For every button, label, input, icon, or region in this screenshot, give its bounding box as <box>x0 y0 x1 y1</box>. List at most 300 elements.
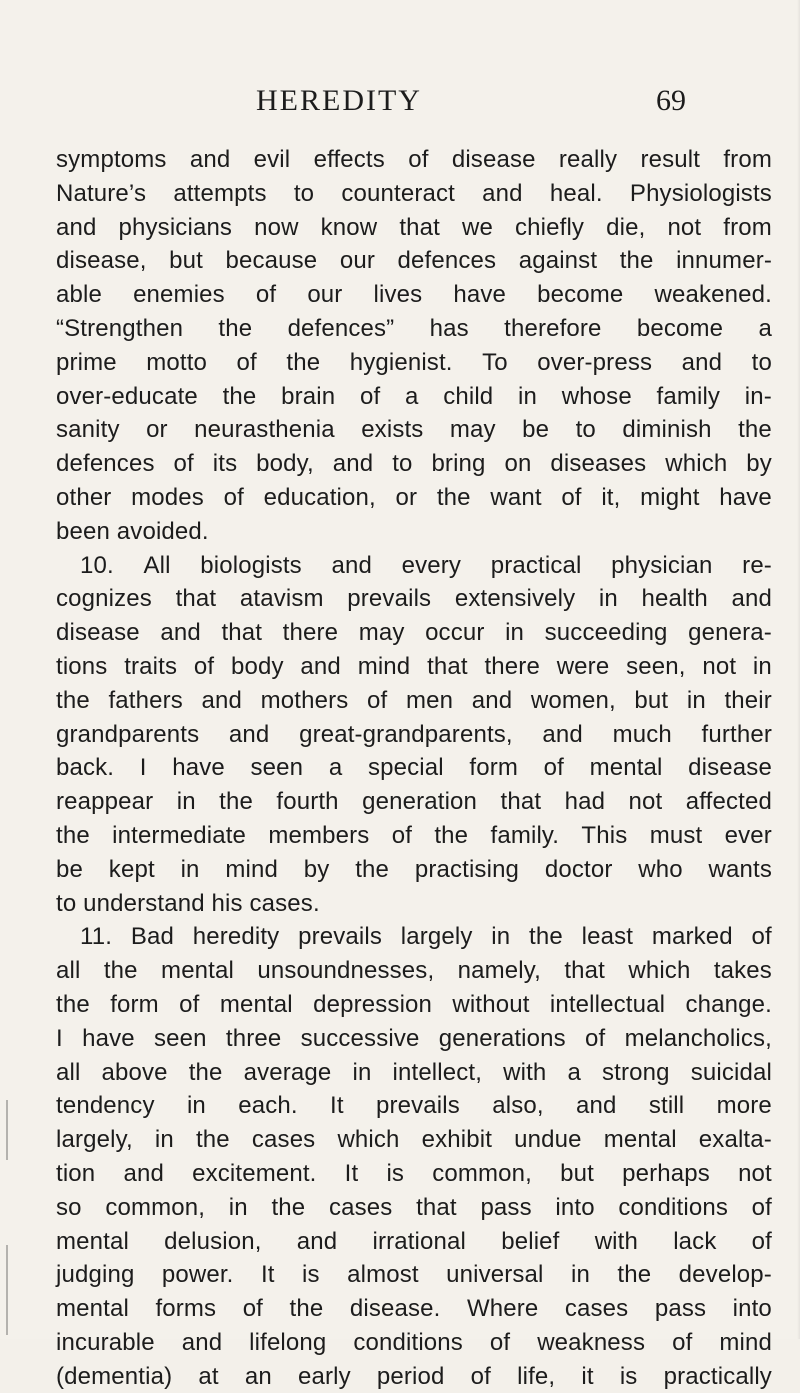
word: the <box>56 990 90 1018</box>
word: defences <box>397 247 497 275</box>
word: develop- <box>678 1261 772 1289</box>
word: is <box>302 1261 320 1289</box>
word: weakened. <box>654 281 772 309</box>
running-head <box>0 80 800 120</box>
word: and <box>123 1159 164 1187</box>
word: there <box>282 619 339 647</box>
word: extensively <box>454 585 576 613</box>
word: with <box>594 1227 638 1255</box>
text-line: been avoided. <box>56 517 209 545</box>
text-line <box>56 1123 772 1157</box>
word: and <box>296 1227 338 1255</box>
word: result <box>640 146 701 173</box>
word: or <box>395 483 418 511</box>
word: exalta- <box>698 1126 772 1154</box>
word: back. <box>56 754 115 782</box>
word: tion <box>56 1159 96 1187</box>
word: health <box>641 585 708 613</box>
word: succeeding <box>544 619 668 647</box>
word: reappear <box>56 788 154 816</box>
word: heal. <box>549 179 603 207</box>
word: become <box>537 281 624 309</box>
word: the <box>617 1261 652 1289</box>
word: almost <box>347 1261 419 1289</box>
word: every <box>401 551 462 579</box>
word: into <box>555 1193 595 1221</box>
word: must <box>649 821 703 849</box>
word: common, <box>105 1193 206 1221</box>
text-line <box>56 1022 772 1056</box>
word: and <box>228 720 270 748</box>
word: of <box>751 1227 772 1255</box>
word: genera- <box>688 619 772 647</box>
word: diminish <box>622 416 712 444</box>
word: 10. <box>80 551 114 579</box>
word: in <box>186 1092 206 1120</box>
word: and <box>201 686 242 714</box>
text-line <box>56 819 772 853</box>
word: by <box>303 855 330 883</box>
word: irrational <box>372 1227 467 1255</box>
word: in <box>180 855 200 883</box>
word: may <box>358 619 405 647</box>
word: form <box>110 990 159 1018</box>
word: in <box>686 686 706 714</box>
word: neurasthenia <box>194 416 335 444</box>
word: affected <box>685 788 772 816</box>
word: cases <box>328 1193 393 1221</box>
word: that <box>416 1193 457 1221</box>
word: also, <box>492 1092 544 1120</box>
word: (dementia) <box>56 1362 173 1390</box>
word: we <box>461 213 493 241</box>
word: or <box>146 416 168 444</box>
word: traits <box>124 652 178 680</box>
word: but <box>560 1159 594 1187</box>
word: It <box>344 1159 359 1187</box>
word: lifelong <box>249 1328 327 1356</box>
word: the <box>436 483 471 511</box>
word: mind <box>719 1328 772 1356</box>
word: judging <box>56 1261 135 1289</box>
word: to <box>293 179 315 207</box>
word: of <box>255 281 277 309</box>
word: and <box>482 179 523 207</box>
word: of <box>751 1193 772 1221</box>
word: become <box>636 314 724 342</box>
text-line <box>56 988 772 1022</box>
word: chiefly <box>515 213 585 241</box>
word: and <box>331 551 372 579</box>
word: I <box>139 754 147 782</box>
margin-scan-mark <box>6 1100 8 1160</box>
word: sanity <box>56 416 120 444</box>
text-line <box>56 380 772 414</box>
text-line <box>56 718 772 752</box>
word: cases <box>251 1126 316 1154</box>
word: lives <box>373 281 423 309</box>
word: special <box>367 754 444 782</box>
word: largely <box>400 923 473 951</box>
word: fourth <box>276 788 339 816</box>
word: in <box>598 585 618 613</box>
word: weakness <box>537 1328 646 1356</box>
word: without <box>452 990 530 1018</box>
page-number: 69 <box>656 84 686 117</box>
word: the <box>619 247 654 275</box>
word: mental <box>219 990 293 1018</box>
word: ever <box>724 821 772 849</box>
text-line <box>56 1089 772 1123</box>
text-line <box>56 650 772 684</box>
word: of <box>751 923 772 951</box>
word: “Strengthen <box>56 314 184 342</box>
word: conditions <box>618 1193 728 1221</box>
word: that <box>564 957 605 985</box>
word: of <box>242 1295 264 1323</box>
word: but <box>634 686 669 714</box>
word: generations <box>438 1024 566 1052</box>
word: of <box>470 1362 491 1390</box>
word: want <box>490 483 542 511</box>
text-line <box>56 549 772 583</box>
text-line <box>56 1056 772 1090</box>
word: physicians <box>118 213 233 241</box>
word: and <box>471 686 513 714</box>
word: not <box>702 652 737 680</box>
word: to <box>392 450 413 478</box>
word: form <box>469 754 518 782</box>
word: that <box>500 788 542 816</box>
word: universal <box>446 1261 544 1289</box>
word: delusion, <box>164 1227 262 1255</box>
word: of <box>367 686 388 714</box>
word: which <box>628 957 691 985</box>
word: against <box>518 247 598 275</box>
word: in <box>352 1058 372 1086</box>
word: enemies <box>133 281 225 309</box>
word: all <box>56 1058 81 1086</box>
word: modes <box>131 483 204 511</box>
word: of <box>543 754 564 782</box>
word: further <box>701 720 772 748</box>
word: in <box>491 923 511 951</box>
text-line <box>56 447 772 481</box>
word: have <box>172 754 225 782</box>
word: early <box>297 1362 351 1390</box>
word: able <box>56 281 102 309</box>
word: prevails <box>347 585 432 613</box>
word: an <box>244 1362 272 1390</box>
word: child <box>443 382 494 410</box>
word: takes <box>713 957 772 985</box>
word: and <box>731 585 772 613</box>
word: pass <box>654 1295 707 1323</box>
word: had <box>564 788 606 816</box>
word: may <box>449 416 496 444</box>
word: seen <box>250 754 304 782</box>
word: suicidal <box>690 1058 772 1086</box>
word: intermediate <box>112 821 247 849</box>
word: at <box>198 1362 219 1390</box>
word: is <box>386 1159 405 1187</box>
word: and <box>542 720 583 748</box>
word: melancholics, <box>624 1024 772 1052</box>
word: practising <box>414 855 520 883</box>
word: whose <box>561 382 632 410</box>
word: practical <box>490 551 582 579</box>
word: of <box>223 483 244 511</box>
word: defences <box>56 450 155 478</box>
word: and <box>576 1092 617 1120</box>
word: the <box>529 923 563 951</box>
word: in <box>518 382 537 410</box>
word: Nature’s <box>56 179 147 207</box>
word: cognizes <box>56 585 152 613</box>
word: excitement. <box>192 1159 317 1187</box>
word: largely, <box>56 1126 133 1154</box>
word: have <box>82 1024 135 1052</box>
text-line: to understand his cases. <box>56 889 320 917</box>
word: mental <box>56 1227 129 1255</box>
word: disease, <box>56 247 147 275</box>
word: This <box>581 821 628 849</box>
word: least <box>581 923 634 951</box>
word: be <box>522 416 550 444</box>
word: change. <box>685 990 772 1018</box>
word: Where <box>466 1295 539 1323</box>
word: in <box>505 619 525 647</box>
word: of <box>585 1024 606 1052</box>
word: re- <box>742 551 772 579</box>
word: which <box>665 450 728 478</box>
word: of <box>561 483 582 511</box>
text-line <box>56 244 772 278</box>
word: the <box>286 348 321 376</box>
word: a <box>404 382 419 410</box>
word: education, <box>263 483 376 511</box>
word: counteract <box>341 179 455 207</box>
word: prevails <box>298 923 382 951</box>
word: perhaps <box>622 1159 710 1187</box>
word: of <box>489 1328 511 1356</box>
word: of <box>672 1328 693 1356</box>
word: the <box>289 1295 324 1323</box>
word: intellectual <box>549 990 666 1018</box>
word: atavism <box>239 585 324 613</box>
word: defences” <box>287 314 395 342</box>
word: three <box>225 1024 282 1052</box>
word: and <box>56 213 97 241</box>
word: brain <box>281 382 336 410</box>
word: not <box>738 1159 772 1187</box>
word: that <box>175 585 217 613</box>
word: life, <box>517 1362 556 1390</box>
word: now <box>254 213 299 241</box>
word: has <box>429 314 469 342</box>
word: Bad <box>130 923 174 951</box>
word: of <box>408 146 429 173</box>
word: tions <box>56 652 108 680</box>
word: over-educate <box>56 382 198 410</box>
word: belief <box>501 1227 560 1255</box>
word: practically <box>663 1362 772 1390</box>
text-line <box>56 143 772 177</box>
word: great-grandparents, <box>299 720 513 748</box>
word: in <box>176 788 196 816</box>
text-line <box>56 1360 772 1393</box>
word: to <box>751 348 772 376</box>
word: members <box>268 821 370 849</box>
word: be <box>56 855 83 883</box>
word: in <box>752 652 772 680</box>
word: of <box>173 450 194 478</box>
word: our <box>307 281 343 309</box>
word: that <box>399 213 440 241</box>
word: mental <box>161 957 234 985</box>
word: power. <box>161 1261 234 1289</box>
margin-scan-mark-lower <box>6 1245 8 1335</box>
word: die, <box>606 213 646 241</box>
word: each. <box>238 1092 298 1120</box>
word: the <box>103 957 138 985</box>
word: heredity <box>192 923 280 951</box>
word: on <box>504 450 532 478</box>
word: I <box>56 1024 63 1052</box>
text-line <box>56 177 772 211</box>
word: seen <box>153 1024 207 1052</box>
word: the <box>188 1058 223 1086</box>
word: the <box>218 314 253 342</box>
word: body, <box>256 450 314 478</box>
word: prevails <box>376 1092 460 1120</box>
word: successive <box>300 1024 420 1052</box>
word: depression <box>313 990 433 1018</box>
word: in <box>154 1126 174 1154</box>
word: mental <box>589 754 663 782</box>
word: there <box>484 652 540 680</box>
word: motto <box>146 348 208 376</box>
word: mind <box>357 652 411 680</box>
word: with <box>503 1058 547 1086</box>
word: disease <box>688 754 772 782</box>
word: pass <box>480 1193 532 1221</box>
word: family. <box>490 821 560 849</box>
word: disease <box>56 619 140 647</box>
word: of <box>193 652 215 680</box>
word: average <box>243 1058 332 1086</box>
text-line <box>56 346 772 380</box>
text-line <box>56 413 772 447</box>
word: their <box>724 686 772 714</box>
word: of <box>179 990 200 1018</box>
word: a <box>328 754 343 782</box>
text-line <box>56 211 772 245</box>
word: in <box>570 1261 590 1289</box>
text-line <box>56 1326 772 1360</box>
word: unsoundnesses, <box>257 957 435 985</box>
word: hygienist. <box>349 348 453 376</box>
word: it <box>581 1362 594 1390</box>
running-head-title: HEREDITY <box>256 84 422 117</box>
word: prime <box>56 348 117 376</box>
word: disease. <box>349 1295 441 1323</box>
word: innumer- <box>676 247 772 275</box>
word: have <box>453 281 507 309</box>
word: family <box>656 382 721 410</box>
word: into <box>732 1295 772 1323</box>
word: so <box>56 1193 82 1221</box>
word: mental <box>603 1126 677 1154</box>
word: evil <box>253 146 291 173</box>
text-line <box>56 785 772 819</box>
word: a <box>567 1058 581 1086</box>
word: body <box>231 652 284 680</box>
word: more <box>716 1092 772 1120</box>
word: and <box>332 450 374 478</box>
word: intellect, <box>392 1058 483 1086</box>
word: bring <box>431 450 486 478</box>
word: who <box>638 855 683 883</box>
word: cases <box>564 1295 629 1323</box>
word: To <box>482 348 508 376</box>
word: the <box>222 382 257 410</box>
word: fathers <box>108 686 183 714</box>
word: the <box>195 1126 230 1154</box>
word: disease <box>451 146 536 173</box>
word: and <box>181 1328 223 1356</box>
word: exhibit <box>421 1126 493 1154</box>
text-line <box>56 582 772 616</box>
word: but <box>169 247 203 275</box>
word: it, <box>601 483 621 511</box>
text-line <box>56 1225 772 1259</box>
word: It <box>260 1261 275 1289</box>
word: effects <box>313 146 385 173</box>
word: in <box>228 1193 248 1221</box>
word: the <box>271 1193 306 1221</box>
word: still <box>648 1092 685 1120</box>
word: Physiologists <box>629 179 772 207</box>
word: tendency <box>56 1092 155 1120</box>
word: occur <box>425 619 485 647</box>
word: mothers <box>260 686 349 714</box>
word: in- <box>744 382 772 410</box>
word: know <box>320 213 378 241</box>
word: and <box>189 146 231 173</box>
word: common, <box>432 1159 532 1187</box>
word: not <box>667 213 702 241</box>
text-line <box>56 1191 772 1225</box>
word: have <box>719 483 772 511</box>
word: its <box>212 450 238 478</box>
word: conditions <box>353 1328 463 1356</box>
word: the <box>56 821 90 849</box>
word: undue <box>514 1126 582 1154</box>
word: over-press <box>537 348 653 376</box>
word: generation <box>362 788 478 816</box>
word: lack <box>673 1227 717 1255</box>
word: of <box>359 382 381 410</box>
word: 11. <box>80 923 113 951</box>
word: really <box>558 146 618 173</box>
text-line <box>56 751 772 785</box>
word: namely, <box>457 957 541 985</box>
word: might <box>640 483 700 511</box>
word: that <box>221 619 263 647</box>
word: all <box>56 957 81 985</box>
word: period <box>376 1362 445 1390</box>
